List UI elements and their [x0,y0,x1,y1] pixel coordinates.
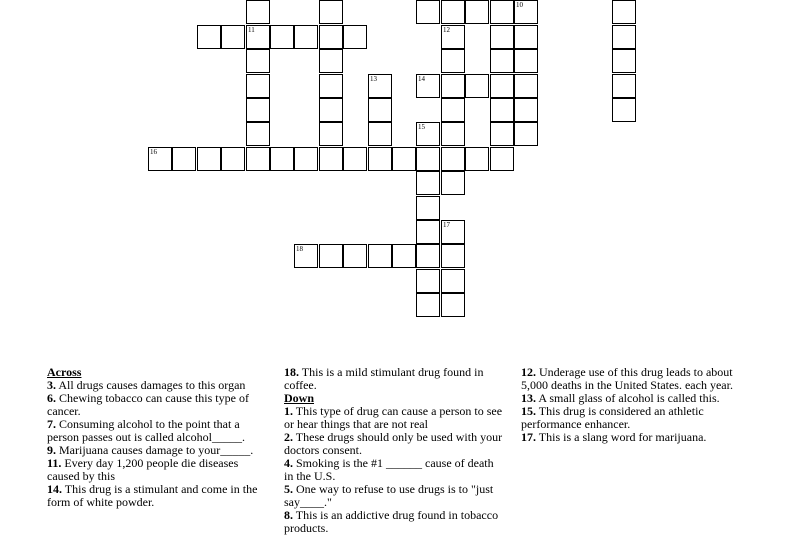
clue-item [284,457,504,483]
grid-cell[interactable] [490,0,514,24]
grid-cell[interactable] [368,147,392,171]
grid-cell[interactable] [490,147,514,171]
grid-cell[interactable] [441,25,465,49]
grid-cell[interactable] [514,122,538,146]
clue-number: 11 [248,26,255,34]
clue-item [284,483,504,509]
grid-cell[interactable] [319,98,343,122]
grid-cell[interactable] [441,98,465,122]
across-clue-list-continued [284,366,504,392]
grid-cell[interactable] [246,25,270,49]
clue-item-number: 3. [47,378,56,392]
grid-cell[interactable] [319,122,343,146]
clue-item-text: Smoking is the #1 ______ cause of death in the U.S. [284,456,494,483]
clue-item-number: 14. [47,482,62,496]
clue-item-number: 1. [284,404,293,418]
grid-cell[interactable] [392,147,416,171]
grid-cell[interactable] [294,25,318,49]
grid-cell[interactable] [441,122,465,146]
grid-cell[interactable] [441,0,465,24]
clue-item [284,366,504,392]
grid-cell[interactable] [197,25,221,49]
grid-cell[interactable] [270,147,294,171]
clue-item-number: 2. [284,430,293,444]
grid-cell[interactable] [319,0,343,24]
clue-item-text: This is an addictive drug found in tobacco products. [284,508,499,535]
across-clue-list [47,379,267,509]
grid-cell[interactable] [441,49,465,73]
grid-cell[interactable] [416,293,440,317]
clue-number: 10 [516,1,523,9]
clue-item [47,457,267,483]
grid-cell[interactable] [294,147,318,171]
clue-item [284,509,504,535]
grid-cell[interactable] [416,0,440,24]
grid-cell[interactable] [416,147,440,171]
grid-cell[interactable] [319,147,343,171]
clue-item-text: Every day 1,200 people die diseases caused by this [47,456,239,483]
grid-cell[interactable] [514,0,538,24]
clue-item-text: This is a mild stimulant drug found in coffee. [284,365,484,392]
grid-cell[interactable] [514,49,538,73]
clue-item-number: 11. [47,456,62,470]
grid-cell[interactable] [490,49,514,73]
grid-cell[interactable] [514,25,538,49]
clue-item [47,392,267,418]
grid-cell[interactable] [465,74,489,98]
clue-number: 15 [418,123,425,131]
grid-cell[interactable] [441,220,465,244]
grid-cell[interactable] [246,147,270,171]
grid-cell[interactable] [416,196,440,220]
clue-item-text: Marijuana causes damage to your_____. [56,443,254,457]
grid-cell[interactable] [246,98,270,122]
grid-cell[interactable] [246,0,270,24]
across-heading: Across [47,365,82,379]
grid-cell[interactable] [612,98,636,122]
grid-cell[interactable] [319,74,343,98]
grid-cell[interactable] [441,293,465,317]
grid-cell[interactable] [319,25,343,49]
clue-item [47,483,267,509]
clue-item-number: 8. [284,508,293,522]
grid-cell[interactable] [490,122,514,146]
grid-cell[interactable] [343,147,367,171]
down-clue-list [284,405,504,535]
clue-item-text: This type of drug can cause a person to see or hear things that are not real [284,404,503,431]
grid-cell[interactable] [172,147,196,171]
clue-item [284,405,504,431]
clue-item-number: 7. [47,417,56,431]
clue-item-text: This drug is a stimulant and come in the form of white powder. [47,482,258,509]
grid-cell[interactable] [197,147,221,171]
grid-cell[interactable] [416,171,440,195]
grid-cell[interactable] [416,244,440,268]
grid-cell[interactable] [441,269,465,293]
grid-cell[interactable] [490,25,514,49]
clue-item-text: One way to refuse to use drugs is to "just say____." [284,482,494,509]
clue-number: 16 [150,148,157,156]
grid-cell[interactable] [368,244,392,268]
grid-cell[interactable] [416,74,440,98]
clue-item-number: 9. [47,443,56,457]
grid-cell[interactable] [392,244,416,268]
clue-item [521,405,746,431]
clue-item-text: Consuming alcohol to the point that a person passes out is called alcohol_____. [47,417,245,444]
clue-item-text: This drug is considered an athletic performance enhancer. [521,404,704,431]
grid-cell[interactable] [368,98,392,122]
clue-number: 14 [418,75,425,83]
clue-item-number: 15. [521,404,536,418]
clue-item-text: All drugs causes damages to this organ [56,378,246,392]
grid-cell[interactable] [416,122,440,146]
grid-cell[interactable] [490,74,514,98]
clue-number: 18 [296,245,303,253]
clue-item-number: 17. [521,430,536,444]
grid-cell[interactable] [612,0,636,24]
grid-cell[interactable] [416,220,440,244]
clue-column-1 [47,366,267,509]
down-clue-list-continued [521,366,746,444]
grid-cell[interactable] [343,244,367,268]
clue-item-number: 4. [284,456,293,470]
grid-cell[interactable] [441,171,465,195]
clue-item-number: 18. [284,365,299,379]
clue-number: 12 [443,26,450,34]
clue-item-text: These drugs should only be used with your doctors consent. [284,430,503,457]
grid-cell[interactable] [465,0,489,24]
grid-cell[interactable] [441,147,465,171]
grid-cell[interactable] [319,49,343,73]
clue-item-number: 13. [521,391,536,405]
grid-cell[interactable] [514,74,538,98]
grid-cell[interactable] [246,122,270,146]
clue-item-number: 12. [521,365,536,379]
grid-cell[interactable] [294,244,318,268]
clue-column-2 [284,366,504,535]
clue-number: 13 [370,75,377,83]
grid-cell[interactable] [319,244,343,268]
down-heading: Down [284,391,315,405]
clue-item [521,431,746,444]
clue-item-number: 5. [284,482,293,496]
clue-item-text: This is a slang word for marijuana. [536,430,707,444]
grid-cell[interactable] [441,244,465,268]
clue-item [284,431,504,457]
clue-item-text: Chewing tobacco can cause this type of cancer. [47,391,249,418]
grid-cell[interactable] [465,147,489,171]
grid-cell[interactable] [416,269,440,293]
grid-cell[interactable] [148,147,172,171]
grid-cell[interactable] [612,25,636,49]
grid-cell[interactable] [246,49,270,73]
grid-cell[interactable] [343,25,367,49]
clue-item-text: Underage use of this drug leads to about 5,000 deaths in the United States. each year. [521,365,733,392]
grid-cell[interactable] [221,147,245,171]
grid-cell[interactable] [246,74,270,98]
grid-cell[interactable] [368,122,392,146]
grid-cell[interactable] [441,74,465,98]
clue-item [521,366,746,392]
clue-column-3 [521,366,746,444]
grid-cell[interactable] [490,98,514,122]
clue-item-number: 6. [47,391,56,405]
clue-item [47,418,267,444]
clue-item-text: A small glass of alcohol is called this. [536,391,720,405]
grid-cell[interactable] [612,74,636,98]
grid-cell[interactable] [514,98,538,122]
grid-cell[interactable] [368,74,392,98]
grid-cell[interactable] [221,25,245,49]
grid-cell[interactable] [270,25,294,49]
grid-cell[interactable] [612,49,636,73]
clue-number: 17 [443,221,450,229]
